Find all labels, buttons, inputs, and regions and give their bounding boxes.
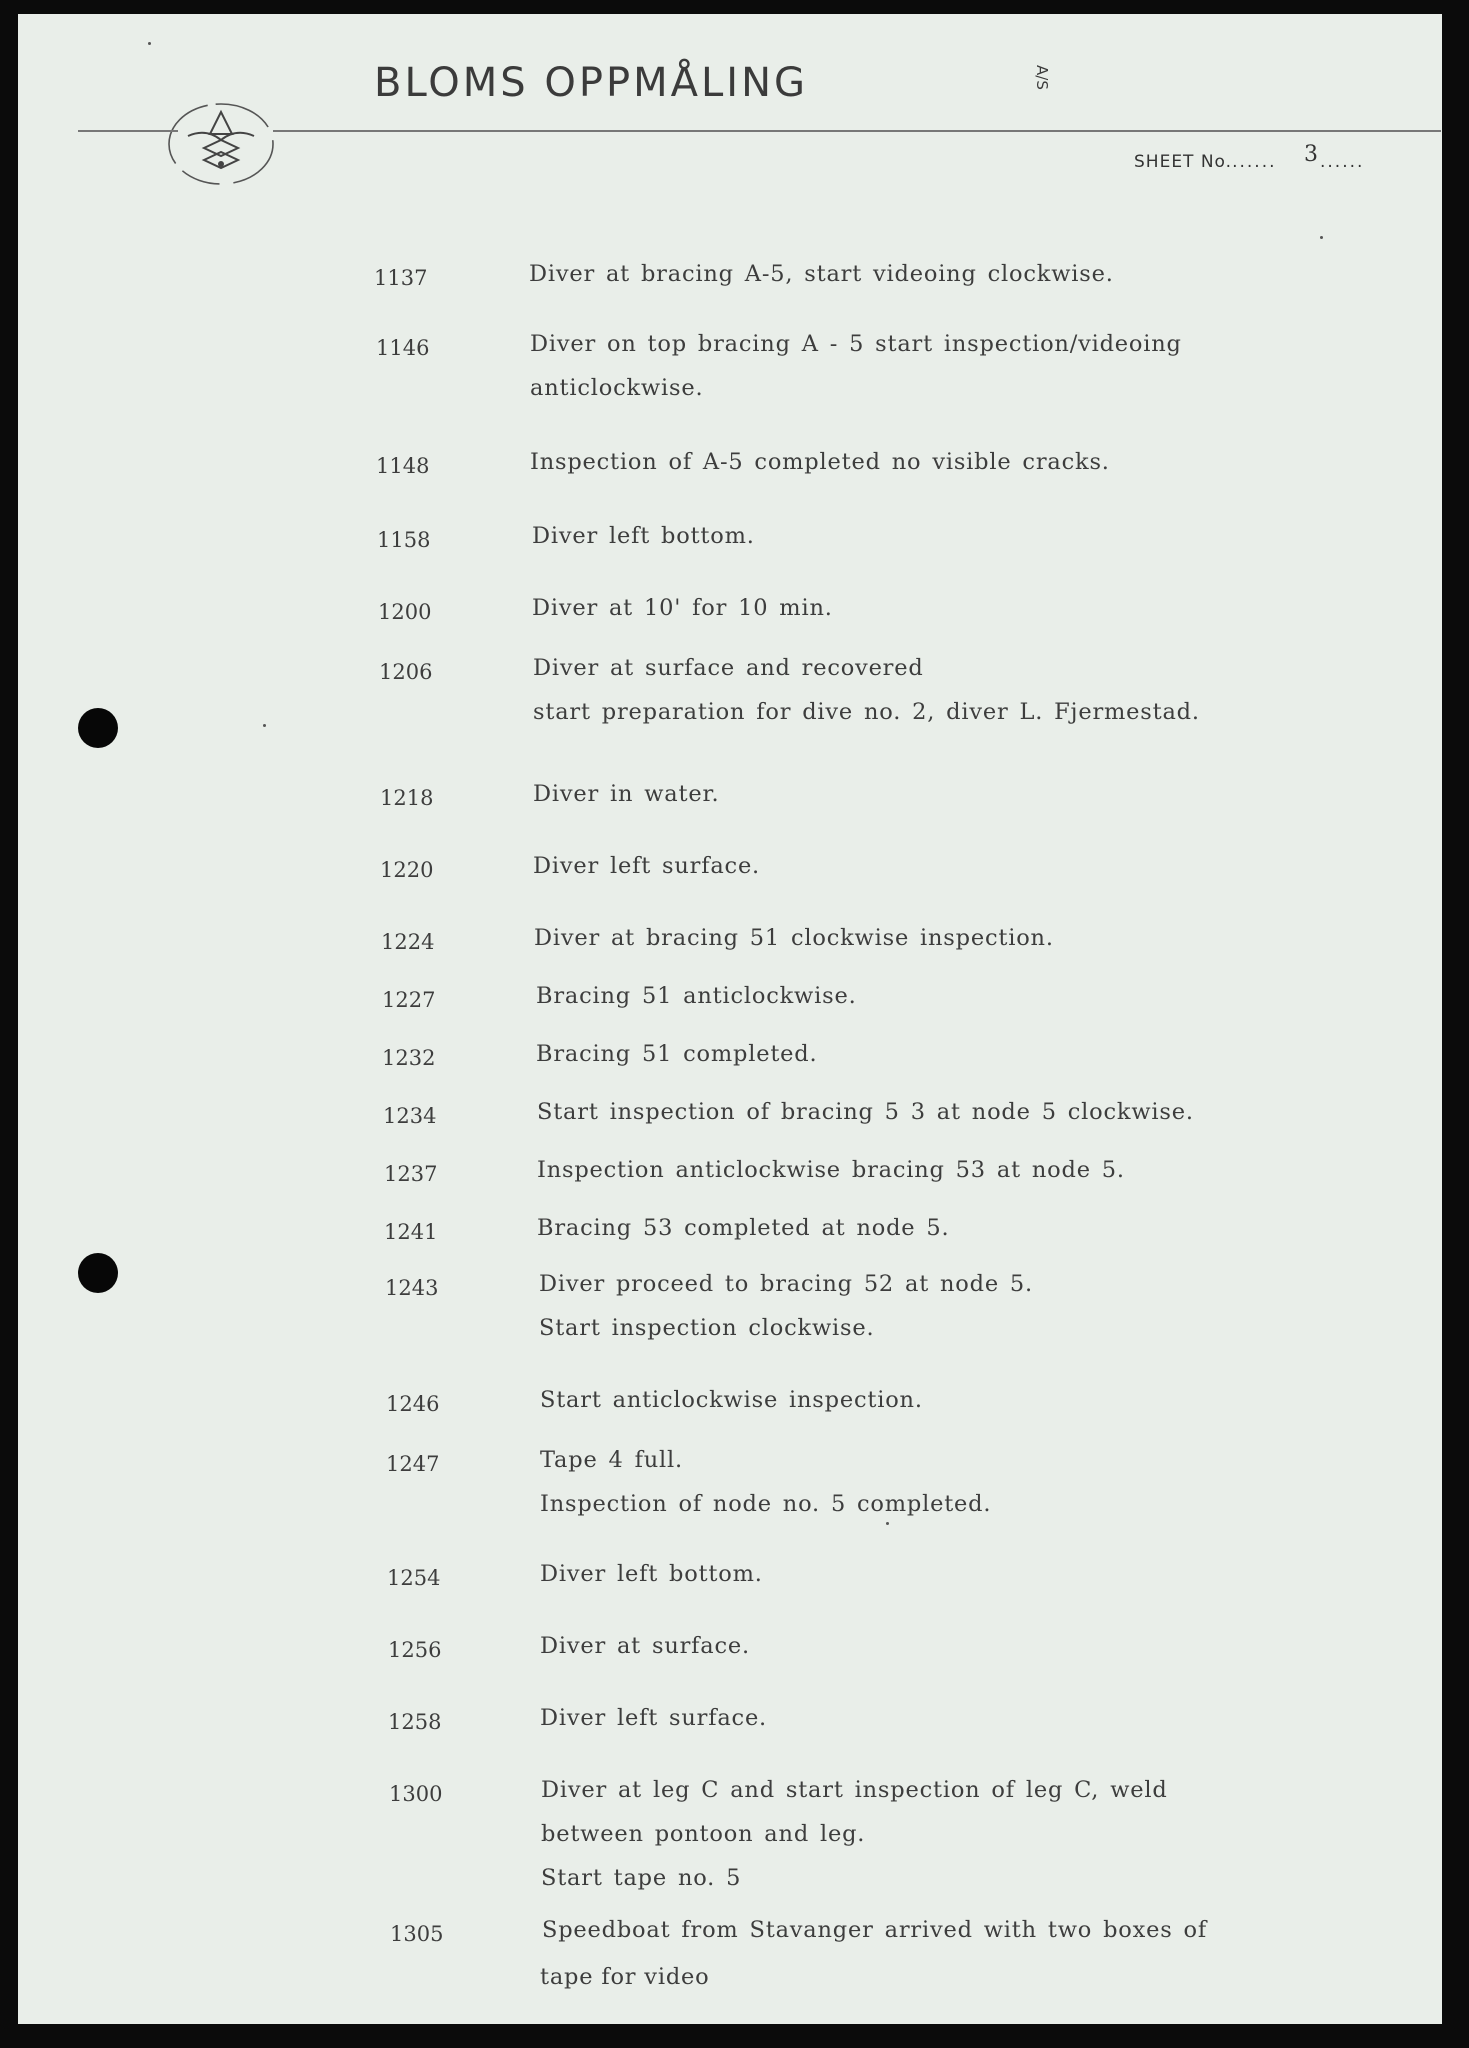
entry-time: 1305 [390,1922,444,1946]
entry-line: Diver proceed to bracing 52 at node 5. [539,1271,1033,1297]
entry-time: 1237 [384,1162,438,1186]
entry-line: Bracing 53 completed at node 5. [537,1215,950,1241]
entry-description [536,974,1396,1018]
entry-line: Diver at bracing 51 clockwise inspection. [534,925,1054,951]
entry-time: 1224 [381,930,435,954]
entry-line: Diver at leg C and start inspection of leg C, weld [541,1777,1168,1803]
entry-time: 1258 [388,1710,442,1734]
speck [886,1522,889,1525]
entry-time: 1256 [388,1638,442,1662]
company-name [374,60,1051,106]
entry-line: anticlockwise. [530,375,704,401]
header-rule-left [78,130,178,132]
entry-line: start preparation for dive no. 2, diver L. Fjermestad. [533,699,1200,725]
entry-line: Inspection of node no. 5 completed. [540,1491,992,1517]
entry-line: Diver at 10' for 10 min. [532,595,833,621]
header-rule-right [273,130,1441,132]
entry-time: 1158 [377,528,431,552]
entry-line: Start anticlockwise inspection. [540,1387,923,1413]
entry-line: Diver left surface. [540,1705,768,1731]
entry-description [540,1696,1400,1740]
entry-description [533,646,1393,734]
entry-description [532,586,1392,630]
punch-hole-top [78,708,118,748]
entry-time: 1247 [386,1452,440,1476]
entry-description [540,1624,1400,1668]
entry-description [537,1148,1397,1192]
entry-line: Start tape no. 5 [541,1865,742,1891]
entry-line: Tape 4 full. [540,1447,683,1473]
entry-time: 1200 [378,600,432,624]
entry-line: Speedboat from Stavanger arrived with two boxes of [542,1917,1208,1943]
entry-line: Diver on top bracing A - 5 start inspection/videoing [530,331,1182,357]
entry-line: Diver at surface. [540,1633,750,1659]
entry-description [530,440,1390,484]
sheet-label: SHEET No. [1134,152,1233,172]
entry-line: Diver in water. [533,781,720,807]
entry-line: Diver at bracing A-5, start videoing clockwise. [529,261,1114,287]
entry-line: Diver left bottom. [532,523,755,549]
entry-line: Inspection of A-5 completed no visible cracks. [530,449,1110,475]
entry-description [540,1378,1400,1422]
entry-line: Start inspection clockwise. [539,1315,875,1341]
entry-description [537,1090,1397,1134]
sheet-number: 3 [1304,142,1319,167]
company-name-text: BLOMS OPPMÅLING [374,60,809,106]
document-sheet [18,14,1442,2024]
sheet-dots-after: ...... [1320,152,1365,172]
entry-time: 1254 [387,1566,441,1590]
entry-time: 1300 [389,1782,443,1806]
entry-line: Diver at surface and recovered [533,655,924,681]
entry-time: 1227 [382,988,436,1012]
entry-line: Bracing 51 completed. [536,1041,818,1067]
entry-description [533,772,1393,816]
entry-description [529,252,1389,296]
entry-line: Bracing 51 anticlockwise. [536,983,857,1009]
entry-description [539,1262,1399,1350]
speck [148,42,151,45]
entry-time: 1220 [380,858,434,882]
speck [1320,236,1323,239]
speck [263,724,266,727]
entry-time: 1218 [380,786,434,810]
cut-off-line [540,1960,710,1990]
entry-description [542,1908,1402,1952]
entry-line: Inspection anticlockwise bracing 53 at node 5. [537,1157,1125,1183]
entry-line: between pontoon and leg. [541,1821,866,1847]
entry-description [530,322,1390,410]
sheet-dots-before: ...... [1232,152,1277,172]
sheet-number-field [1134,142,1365,172]
entry-time: 1137 [374,266,428,290]
entry-description [540,1438,1400,1526]
entry-line: Diver left surface. [533,853,761,879]
entry-time: 1148 [376,454,430,478]
entry-description [537,1206,1397,1250]
entry-description [534,916,1394,960]
entry-line: Diver left bottom. [540,1561,763,1587]
entry-description [533,844,1393,888]
entry-time: 1234 [383,1104,437,1128]
entry-time: 1241 [384,1220,438,1244]
company-suffix: A/S [1033,65,1051,90]
cut-off-text: tape for video [540,1964,710,1990]
entry-description [536,1032,1396,1076]
punch-hole-bottom [78,1253,118,1293]
entry-description [532,514,1392,558]
company-logo-icon [166,94,276,190]
entry-time: 1243 [385,1276,439,1300]
entry-description [541,1768,1401,1900]
entry-line: Start inspection of bracing 5 3 at node 5 clockwise. [537,1099,1194,1125]
entry-time: 1206 [379,660,433,684]
entry-time: 1232 [382,1046,436,1070]
entry-time: 1246 [386,1392,440,1416]
entry-description [540,1552,1400,1596]
entry-time: 1146 [376,336,430,360]
